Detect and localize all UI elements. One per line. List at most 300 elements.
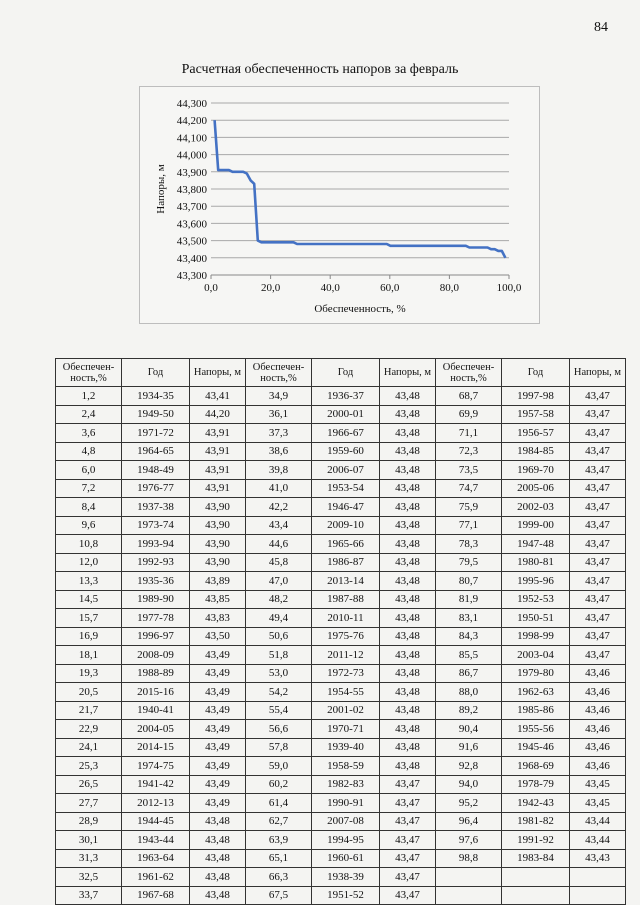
- table-cell: 69,9: [436, 405, 502, 424]
- table-cell: 1941-42: [122, 775, 190, 794]
- table-cell: 43,48: [380, 738, 436, 757]
- table-cell: 1983-84: [502, 849, 570, 868]
- x-tick-label: 40,0: [320, 282, 340, 294]
- table-cell: 43,47: [570, 609, 626, 628]
- table-cell: 1,2: [56, 387, 122, 406]
- table-cell: 43,47: [380, 868, 436, 887]
- table-cell: 43,48: [380, 664, 436, 683]
- table-cell: 43,48: [380, 683, 436, 702]
- table-cell: 1997-98: [502, 387, 570, 406]
- line-chart: [140, 87, 539, 323]
- table-row: [56, 424, 626, 443]
- table-cell: 43,48: [380, 646, 436, 665]
- table-cell: [436, 868, 502, 887]
- table-cell: 43,89: [190, 572, 246, 591]
- x-tick-label: 0,0: [204, 282, 218, 294]
- table-cell: 60,2: [246, 775, 312, 794]
- table-cell: 43,91: [190, 424, 246, 443]
- y-tick-label: 44,000: [176, 149, 207, 162]
- table-cell: 1950-51: [502, 609, 570, 628]
- table-cell: 62,7: [246, 812, 312, 831]
- table-cell: 16,9: [56, 627, 122, 646]
- table-cell: 43,91: [190, 442, 246, 461]
- table-cell: 43,47: [380, 831, 436, 850]
- table-cell: 43,47: [380, 794, 436, 813]
- table-cell: 1935-36: [122, 572, 190, 591]
- table-row: [56, 442, 626, 461]
- table-cell: 1947-48: [502, 535, 570, 554]
- table-row: [56, 720, 626, 739]
- table-cell: 43,48: [380, 590, 436, 609]
- table-cell: 22,9: [56, 720, 122, 739]
- table-cell: 43,48: [380, 757, 436, 776]
- table-cell: [502, 868, 570, 887]
- table-cell: 43,90: [190, 498, 246, 517]
- table-cell: 43,41: [190, 387, 246, 406]
- y-tick-label: 43,900: [176, 166, 207, 179]
- table-row: [56, 849, 626, 868]
- table-cell: 1970-71: [312, 720, 380, 739]
- table-cell: 83,1: [436, 609, 502, 628]
- table-cell: 43,45: [570, 775, 626, 794]
- table-cell: 34,9: [246, 387, 312, 406]
- y-tick-label: 43,600: [176, 218, 207, 231]
- table-cell: 1982-83: [312, 775, 380, 794]
- table-cell: 90,4: [436, 720, 502, 739]
- table-cell: 71,1: [436, 424, 502, 443]
- table-row: [56, 664, 626, 683]
- table-cell: 1959-60: [312, 442, 380, 461]
- table-cell: 14,5: [56, 590, 122, 609]
- table-cell: 30,1: [56, 831, 122, 850]
- table-cell: 1978-79: [502, 775, 570, 794]
- table-cell: 53,0: [246, 664, 312, 683]
- table-cell: 68,7: [436, 387, 502, 406]
- column-header: Обеспечен-ность,%: [56, 359, 122, 387]
- table-header-row: [56, 359, 626, 387]
- y-tick-label: 43,700: [176, 201, 207, 214]
- y-tick-label: 43,300: [176, 270, 207, 282]
- table-cell: 1965-66: [312, 535, 380, 554]
- table-cell: 1990-91: [312, 794, 380, 813]
- table-cell: 43,47: [380, 775, 436, 794]
- table-row: [56, 387, 626, 406]
- x-tick-label: 20,0: [260, 282, 281, 294]
- table-cell: 1999-00: [502, 516, 570, 535]
- table-cell: 1956-57: [502, 424, 570, 443]
- table-cell: 43,90: [190, 553, 246, 572]
- table-cell: 1945-46: [502, 738, 570, 757]
- table-cell: 38,6: [246, 442, 312, 461]
- table-cell: 43,48: [380, 387, 436, 406]
- y-axis-label: Напоры, м: [155, 164, 167, 214]
- table-cell: 43,47: [570, 553, 626, 572]
- table-cell: 1994-95: [312, 831, 380, 850]
- table-cell: 1984-85: [502, 442, 570, 461]
- y-tick-label: 43,400: [176, 252, 207, 265]
- table-cell: 43,47: [570, 442, 626, 461]
- table-cell: 48,2: [246, 590, 312, 609]
- table-cell: 1963-64: [122, 849, 190, 868]
- table-cell: 75,9: [436, 498, 502, 517]
- table-cell: 1969-70: [502, 461, 570, 480]
- table-cell: 1980-81: [502, 553, 570, 572]
- table-cell: 50,6: [246, 627, 312, 646]
- table-row: [56, 812, 626, 831]
- table-cell: 85,5: [436, 646, 502, 665]
- table-cell: 12,0: [56, 553, 122, 572]
- table-cell: 33,7: [56, 886, 122, 905]
- table-cell: 2011-12: [312, 646, 380, 665]
- table-row: [56, 590, 626, 609]
- table-cell: 43,43: [570, 849, 626, 868]
- table-cell: [436, 886, 502, 905]
- table-cell: 98,8: [436, 849, 502, 868]
- table-cell: 43,47: [570, 387, 626, 406]
- column-header: Год: [122, 359, 190, 387]
- table-cell: 1940-41: [122, 701, 190, 720]
- table-cell: 1995-96: [502, 572, 570, 591]
- table-cell: 2010-11: [312, 609, 380, 628]
- table-row: [56, 627, 626, 646]
- table-cell: 43,48: [380, 516, 436, 535]
- table-cell: 42,2: [246, 498, 312, 517]
- table-cell: 32,5: [56, 868, 122, 887]
- table-cell: 61,4: [246, 794, 312, 813]
- table-cell: 2002-03: [502, 498, 570, 517]
- table-cell: 1977-78: [122, 609, 190, 628]
- table-cell: 19,3: [56, 664, 122, 683]
- table-cell: 43,49: [190, 664, 246, 683]
- table-cell: 10,8: [56, 535, 122, 554]
- table-cell: 1955-56: [502, 720, 570, 739]
- table-cell: 43,47: [380, 886, 436, 905]
- table-cell: 15,7: [56, 609, 122, 628]
- table-cell: 1948-49: [122, 461, 190, 480]
- table-cell: 1962-63: [502, 683, 570, 702]
- y-tick-label: 43,800: [176, 184, 207, 196]
- table-cell: 2008-09: [122, 646, 190, 665]
- table-cell: 43,49: [190, 701, 246, 720]
- table-row: [56, 553, 626, 572]
- table-cell: 43,49: [190, 683, 246, 702]
- table-cell: 1976-77: [122, 479, 190, 498]
- table-cell: 1988-89: [122, 664, 190, 683]
- table-cell: 43,46: [570, 701, 626, 720]
- table-cell: 1998-99: [502, 627, 570, 646]
- table-cell: 43,49: [190, 738, 246, 757]
- table-cell: 1987-88: [312, 590, 380, 609]
- table-cell: 81,9: [436, 590, 502, 609]
- table-cell: 1974-75: [122, 757, 190, 776]
- table-cell: 1981-82: [502, 812, 570, 831]
- table-cell: 1991-92: [502, 831, 570, 850]
- table-cell: 2003-04: [502, 646, 570, 665]
- table-cell: 43,47: [570, 572, 626, 591]
- table-cell: 59,0: [246, 757, 312, 776]
- table-cell: 43,48: [190, 886, 246, 905]
- table-cell: 44,20: [190, 405, 246, 424]
- table-cell: 63,9: [246, 831, 312, 850]
- table-cell: 43,48: [380, 609, 436, 628]
- table-row: [56, 738, 626, 757]
- table-cell: 26,5: [56, 775, 122, 794]
- table-cell: 43,48: [380, 498, 436, 517]
- table-row: [56, 479, 626, 498]
- table-cell: 20,5: [56, 683, 122, 702]
- table-cell: 43,47: [570, 535, 626, 554]
- table-cell: 43,47: [570, 627, 626, 646]
- table-row: [56, 775, 626, 794]
- table-cell: 36,1: [246, 405, 312, 424]
- table-cell: 43,48: [380, 553, 436, 572]
- y-tick-label: 44,100: [176, 132, 207, 145]
- table-cell: 56,6: [246, 720, 312, 739]
- table-cell: 1971-72: [122, 424, 190, 443]
- table-cell: 43,47: [570, 461, 626, 480]
- table-cell: 67,5: [246, 886, 312, 905]
- table-cell: 4,8: [56, 442, 122, 461]
- table-cell: 2013-14: [312, 572, 380, 591]
- table-row: [56, 683, 626, 702]
- table-cell: 55,4: [246, 701, 312, 720]
- table-cell: 2015-16: [122, 683, 190, 702]
- table-cell: 43,48: [190, 812, 246, 831]
- table-cell: 1951-52: [312, 886, 380, 905]
- table-cell: 25,3: [56, 757, 122, 776]
- table-cell: 43,49: [190, 757, 246, 776]
- table-row: [56, 516, 626, 535]
- y-tick-label: 43,500: [176, 235, 207, 248]
- table-cell: 43,45: [570, 794, 626, 813]
- table-cell: 43,47: [380, 812, 436, 831]
- table-cell: 49,4: [246, 609, 312, 628]
- column-header: Обеспечен-ность,%: [436, 359, 502, 387]
- table-cell: 1943-44: [122, 831, 190, 850]
- table-cell: 43,48: [190, 868, 246, 887]
- table-cell: 78,3: [436, 535, 502, 554]
- table-cell: 43,48: [380, 442, 436, 461]
- table-cell: 89,2: [436, 701, 502, 720]
- table-cell: 43,46: [570, 757, 626, 776]
- table-cell: 1960-61: [312, 849, 380, 868]
- table-cell: 43,48: [380, 405, 436, 424]
- table-cell: 1936-37: [312, 387, 380, 406]
- table-cell: 43,46: [570, 720, 626, 739]
- table-cell: 43,47: [570, 516, 626, 535]
- chart-title: Расчетная обеспеченность напоров за февраль: [181, 62, 459, 77]
- y-tick-label: 44,200: [176, 115, 207, 128]
- table-cell: 1972-73: [312, 664, 380, 683]
- table-cell: 1952-53: [502, 590, 570, 609]
- table-cell: 28,9: [56, 812, 122, 831]
- table-cell: 43,91: [190, 461, 246, 480]
- table-cell: 1968-69: [502, 757, 570, 776]
- table-cell: 21,7: [56, 701, 122, 720]
- table-cell: [502, 886, 570, 905]
- table-row: [56, 498, 626, 517]
- table-cell: 43,47: [570, 479, 626, 498]
- column-header: Напоры, м: [380, 359, 436, 387]
- table-cell: 43,83: [190, 609, 246, 628]
- table-cell: 1944-45: [122, 812, 190, 831]
- table-row: [56, 609, 626, 628]
- table-cell: 1953-54: [312, 479, 380, 498]
- table-cell: 51,8: [246, 646, 312, 665]
- table-cell: 88,0: [436, 683, 502, 702]
- table-cell: 43,90: [190, 516, 246, 535]
- table-cell: 57,8: [246, 738, 312, 757]
- table-cell: 1957-58: [502, 405, 570, 424]
- table-cell: 43,48: [380, 479, 436, 498]
- table-cell: 84,3: [436, 627, 502, 646]
- table-cell: 2001-02: [312, 701, 380, 720]
- x-tick-label: 100,0: [496, 282, 522, 294]
- table-cell: 13,3: [56, 572, 122, 591]
- table-cell: 43,50: [190, 627, 246, 646]
- table-row: [56, 646, 626, 665]
- table-cell: 1986-87: [312, 553, 380, 572]
- table-cell: 47,0: [246, 572, 312, 591]
- table-row: [56, 461, 626, 480]
- table-cell: 1996-97: [122, 627, 190, 646]
- table-cell: 43,48: [380, 627, 436, 646]
- table-cell: 44,6: [246, 535, 312, 554]
- table-row: [56, 572, 626, 591]
- table-cell: 2009-10: [312, 516, 380, 535]
- table-cell: 97,6: [436, 831, 502, 850]
- table-row: [56, 868, 626, 887]
- table-cell: 2004-05: [122, 720, 190, 739]
- table-cell: 43,44: [570, 831, 626, 850]
- table-cell: 43,4: [246, 516, 312, 535]
- table-cell: 1946-47: [312, 498, 380, 517]
- table-cell: 43,47: [570, 590, 626, 609]
- column-header: Год: [312, 359, 380, 387]
- table-cell: 1967-68: [122, 886, 190, 905]
- table-cell: 95,2: [436, 794, 502, 813]
- table-row: [56, 701, 626, 720]
- y-tick-label: 44,300: [176, 98, 207, 110]
- table-cell: 2014-15: [122, 738, 190, 757]
- table-body: [56, 387, 626, 905]
- table-cell: 43,46: [570, 738, 626, 757]
- table-cell: 2012-13: [122, 794, 190, 813]
- table-cell: 31,3: [56, 849, 122, 868]
- table-cell: 72,3: [436, 442, 502, 461]
- table-row: [56, 757, 626, 776]
- table-cell: 1954-55: [312, 683, 380, 702]
- table-cell: 1973-74: [122, 516, 190, 535]
- table-cell: 77,1: [436, 516, 502, 535]
- table-cell: 1961-62: [122, 868, 190, 887]
- table-cell: 73,5: [436, 461, 502, 480]
- table-cell: 74,7: [436, 479, 502, 498]
- table-cell: 43,47: [570, 498, 626, 517]
- table-cell: 92,8: [436, 757, 502, 776]
- table-cell: 7,2: [56, 479, 122, 498]
- table-cell: 43,48: [380, 535, 436, 554]
- table-cell: 2000-01: [312, 405, 380, 424]
- table-cell: 1934-35: [122, 387, 190, 406]
- table-cell: 43,47: [570, 646, 626, 665]
- table-cell: 1937-38: [122, 498, 190, 517]
- data-table: [55, 358, 626, 905]
- table-cell: 43,48: [190, 831, 246, 850]
- table-cell: 43,48: [380, 424, 436, 443]
- table-cell: 1958-59: [312, 757, 380, 776]
- table-cell: [570, 868, 626, 887]
- x-tick-label: 80,0: [439, 282, 460, 294]
- table-cell: 41,0: [246, 479, 312, 498]
- table-cell: 43,91: [190, 479, 246, 498]
- table-cell: 43,47: [570, 405, 626, 424]
- table-cell: 1992-93: [122, 553, 190, 572]
- table-cell: 43,85: [190, 590, 246, 609]
- table-cell: 43,49: [190, 720, 246, 739]
- table-cell: 6,0: [56, 461, 122, 480]
- column-header: Год: [502, 359, 570, 387]
- table-cell: 43,44: [570, 812, 626, 831]
- table-cell: 86,7: [436, 664, 502, 683]
- table-cell: [570, 886, 626, 905]
- table-cell: 45,8: [246, 553, 312, 572]
- table-row: [56, 886, 626, 905]
- table-row: [56, 405, 626, 424]
- table-cell: 1989-90: [122, 590, 190, 609]
- column-header: Напоры, м: [570, 359, 626, 387]
- table-cell: 43,48: [380, 572, 436, 591]
- table-cell: 18,1: [56, 646, 122, 665]
- chart-frame: [139, 86, 540, 324]
- table-cell: 24,1: [56, 738, 122, 757]
- table-cell: 43,46: [570, 664, 626, 683]
- table-cell: 2006-07: [312, 461, 380, 480]
- table-cell: 9,6: [56, 516, 122, 535]
- table-cell: 3,6: [56, 424, 122, 443]
- table-cell: 54,2: [246, 683, 312, 702]
- table-cell: 65,1: [246, 849, 312, 868]
- table-cell: 80,7: [436, 572, 502, 591]
- table-cell: 96,4: [436, 812, 502, 831]
- table-cell: 43,48: [380, 461, 436, 480]
- table-cell: 43,49: [190, 775, 246, 794]
- table-cell: 8,4: [56, 498, 122, 517]
- table-cell: 43,90: [190, 535, 246, 554]
- column-header: Напоры, м: [190, 359, 246, 387]
- table-cell: 1939-40: [312, 738, 380, 757]
- table-cell: 1938-39: [312, 868, 380, 887]
- table-cell: 27,7: [56, 794, 122, 813]
- table-cell: 43,47: [570, 424, 626, 443]
- table-cell: 79,5: [436, 553, 502, 572]
- table-cell: 1966-67: [312, 424, 380, 443]
- table-cell: 1949-50: [122, 405, 190, 424]
- table-cell: 37,3: [246, 424, 312, 443]
- table-row: [56, 794, 626, 813]
- table-cell: 43,48: [190, 849, 246, 868]
- table-cell: 1975-76: [312, 627, 380, 646]
- x-tick-label: 60,0: [380, 282, 400, 294]
- table-cell: 43,46: [570, 683, 626, 702]
- table-row: [56, 831, 626, 850]
- table-cell: 91,6: [436, 738, 502, 757]
- table-cell: 43,49: [190, 794, 246, 813]
- table-cell: 43,49: [190, 646, 246, 665]
- table-cell: 66,3: [246, 868, 312, 887]
- table-cell: 1979-80: [502, 664, 570, 683]
- table-cell: 94,0: [436, 775, 502, 794]
